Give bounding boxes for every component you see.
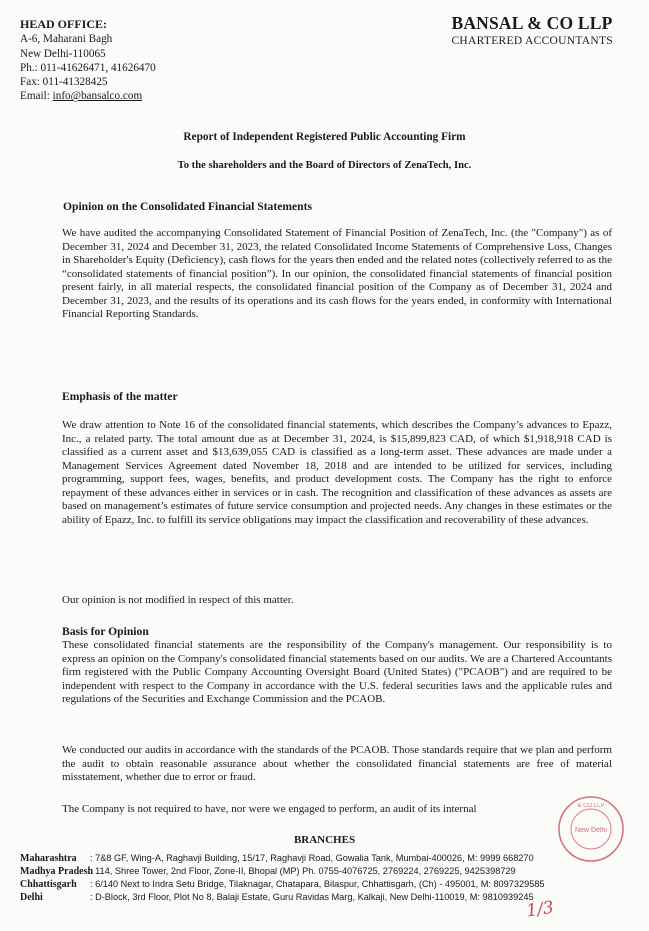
emphasis-heading: Emphasis of the matter	[62, 390, 178, 403]
firm-name: BANSAL & CO LLP	[451, 13, 613, 33]
branches-title: BRANCHES	[293, 834, 356, 846]
svg-text:New Delhi: New Delhi	[575, 827, 607, 834]
branch-row	[20, 892, 534, 903]
branch-address: : 114, Shree Tower, 2nd Floor, Zone-II, Bhopal (MP) Ph. 0755-4076725, 2769224, 2769225, 9425398729	[90, 866, 516, 876]
report-addressee: To the shareholders and the Board of Directors of ZenaTech, Inc.	[177, 160, 472, 171]
head-office-block	[20, 17, 156, 104]
report-title: Report of Independent Registered Public Accounting Firm	[183, 131, 466, 143]
opinion-paragraph: We have audited the accompanying Consolidated Statement of Financial Position of ZenaTech, Inc. (the "Company") as of December 31, 2024 and December 31, 2023, the related Consolidated Income Statements of Comprehensive Loss, Changes in Shareholder's Equity (Deficiency), cash flows for the years then ended and the related notes (collectively referred to as the “consolidated statements of financial position”). In our opinion, the consolidated financial statements of financial position present fairly, in all material respects, the consolidated financial position of the Company as of December 31, 2024 and December 31, 2023, and the results of its operations and its cash flows for the years ended, in conformity with International Financial Reporting Standards.	[62, 227, 612, 320]
basis-paragraph-1: These consolidated financial statements are the responsibility of the Company's management. Our responsibility is to express an opinion on the Company's consolidated financial statements based on our audits. We are a Chartered Accountants firm registered with the Public Company Accounting Oversight Board (United States) ("PCAOB") and are required to be independent with respect to the Company in accordance with the U.S. federal securities laws and the applicable rules and regulations of the Securities and Exchange Commission and the PCAOB.	[62, 639, 612, 705]
handwritten-page-mark: 1/3	[525, 897, 556, 922]
svg-text:& CO LLP: & CO LLP	[577, 803, 605, 809]
branch-address: : 7&8 GF, Wing-A, Raghavji Building, 15/17, Raghavji Road, Gowalia Tank, Mumbai-400026, M: 9999 668270	[90, 853, 534, 863]
email-line: Email: info@bansalco.com	[20, 90, 143, 103]
branch-row	[20, 853, 534, 864]
address-line: A-6, Maharani Bagh	[20, 33, 113, 46]
basis-heading: Basis for Opinion	[62, 625, 149, 638]
branch-address: : 6/140 Next to Indra Setu Bridge, Tilaknagar, Chatapara, Bilaspur, Chhattisgarh, (Ch) - 495001, M: 8097329585	[90, 879, 545, 889]
firm-subtitle: CHARTERED ACCOUNTANTS	[451, 35, 613, 47]
branch-address: : D-Block, 3rd Floor, Plot No 8, Balaji Estate, Guru Ravidas Marg, Kalkaji, New Delhi-110019, M: 9810939245	[90, 892, 534, 902]
firm-seal-stamp	[556, 794, 626, 864]
branch-row	[20, 866, 516, 877]
fax-line: Fax: 011-41328425	[20, 76, 108, 89]
branch-city: Maharashtra	[20, 853, 77, 864]
basis-paragraph-2: We conducted our audits in accordance with the standards of the PCAOB. Those standards require that we plan and perform the audit to obtain reasonable assurance about whether the consolidated financial statements are free of material misstatement, whether due to error or fraud.	[62, 744, 612, 783]
firm-letterhead	[451, 13, 613, 47]
email-link[interactable]: info@bansalco.com	[52, 90, 143, 103]
emphasis-paragraph: We draw attention to Note 16 of the consolidated financial statements, which describes the Company’s advances to Epazz, Inc., a related party. The total amount due as at December 31, 2024, is $15,899,823 CAD, of which $1,918,918 CAD is classified as a current asset and $13,639,055 CAD is classified as a long-term asset. These advances are made under a Management Services Agreement dated November 18, 2018 and are intended to be utilized for services, including programming, support fees, wages, benefits, and product development costs. The Company has the right to enforce repayment of these advances either in services or in cash. The recognition and classification of these advances as assets are based on management’s estimates of future service consumption and projected needs. Any changes in these estimates or the ability of Epazz, Inc. to fulfill its service obligations may impact the classification and recoverability of these advances.	[62, 419, 612, 526]
phone-line: Ph.: 011-41626471, 41626470	[20, 61, 156, 74]
branch-row	[20, 879, 545, 890]
opinion-heading: Opinion on the Consolidated Financial Statements	[63, 200, 312, 213]
branch-city: Delhi	[20, 892, 43, 903]
branch-city: Chhattisgarh	[20, 879, 77, 890]
head-office-label: HEAD OFFICE:	[20, 17, 107, 31]
emphasis-note: Our opinion is not modified in respect of this matter.	[62, 594, 294, 606]
basis-paragraph-3: The Company is not required to have, nor were we engaged to perform, an audit of its internal	[62, 803, 477, 815]
address-line: New Delhi-110065	[20, 47, 106, 60]
branch-city: Madhya Pradesh	[20, 866, 94, 877]
